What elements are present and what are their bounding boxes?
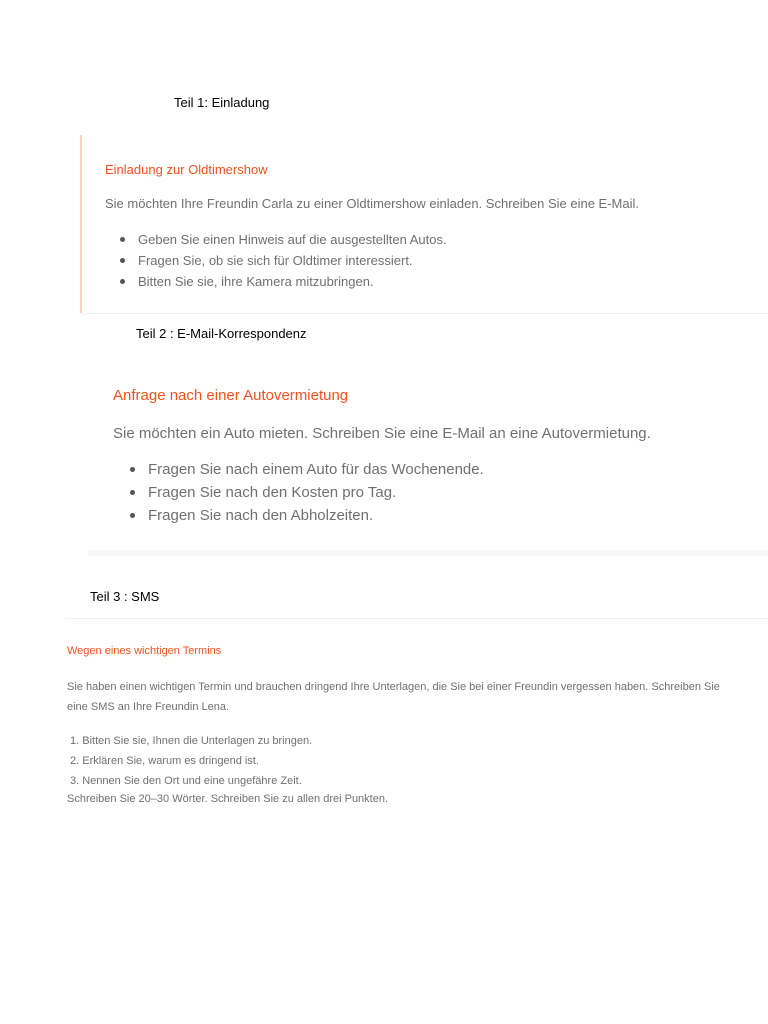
teil2-label: Teil 2 : E-Mail-Korrespondenz	[136, 326, 307, 341]
teil3-divider	[65, 618, 768, 619]
teil1-point: Fragen Sie, ob sie sich für Oldtimer interessiert.	[120, 250, 447, 271]
teil2-point: Fragen Sie nach einem Auto für das Wochenende.	[130, 458, 484, 481]
teil2-card-bottom-edge	[88, 550, 768, 556]
teil3-label: Teil 3 : SMS	[90, 589, 160, 604]
teil1-task-title: Einladung zur Oldtimershow	[105, 162, 268, 177]
teil2-task-title: Anfrage nach einer Autovermietung	[113, 387, 349, 404]
teil1-point: Bitten Sie sie, ihre Kamera mitzubringen.	[120, 271, 447, 292]
teil3-task-intro: Sie haben einen wichtigen Termin und brauchen dringend Ihre Unterlagen, die Sie bei einer Freundin vergessen haben. Schreiben Sie eine SMS an Ihre Freundin Lena.	[67, 681, 720, 713]
teil3-point: 1. Bitten Sie sie, Ihnen die Unterlagen zu bringen.	[70, 735, 313, 747]
teil3-point: 2. Erklären Sie, warum es dringend ist.	[70, 755, 259, 767]
teil1-task-points	[120, 229, 447, 292]
teil2-point: Fragen Sie nach den Abholzeiten.	[130, 504, 484, 527]
teil1-point: Geben Sie einen Hinweis auf die ausgestellten Autos.	[120, 229, 447, 250]
teil3-task-title: Wegen eines wichtigen Termins	[67, 645, 222, 657]
teil3-word-count-instruction: Schreiben Sie 20–30 Wörter. Schreiben Sie zu allen drei Punkten.	[67, 793, 389, 805]
teil1-label: Teil 1: Einladung	[174, 95, 270, 110]
teil2-task-points	[130, 458, 484, 527]
teil2-task-intro: Sie möchten ein Auto mieten. Schreiben Sie eine E-Mail an eine Autovermietung.	[113, 425, 651, 442]
teil3-task-points	[67, 731, 312, 791]
teil2-point: Fragen Sie nach den Kosten pro Tag.	[130, 481, 484, 504]
teil1-task-intro: Sie möchten Ihre Freundin Carla zu einer Oldtimershow einladen. Schreiben Sie eine E-Mail.	[105, 196, 639, 211]
teil3-point: 3. Nennen Sie den Ort und eine ungefähre Zeit.	[70, 775, 302, 787]
teil1-card-divider	[80, 313, 768, 314]
